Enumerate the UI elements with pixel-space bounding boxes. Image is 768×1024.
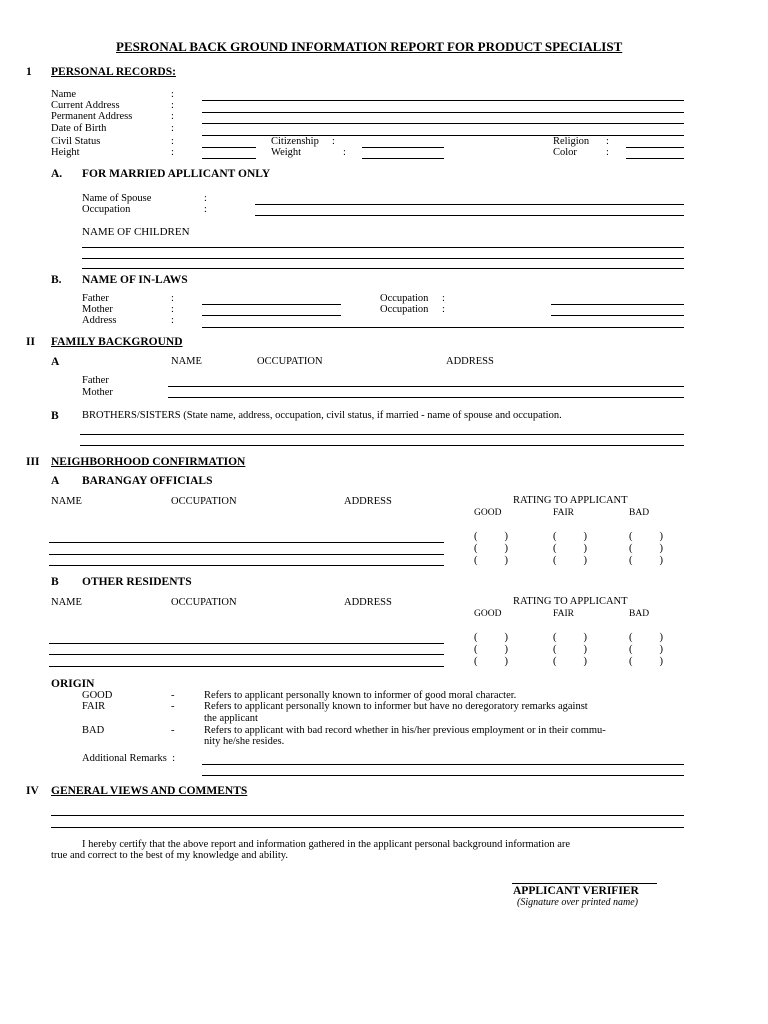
civil-status-field[interactable]: [202, 147, 256, 148]
colon: :: [343, 147, 346, 158]
barangay-row-line[interactable]: [49, 542, 444, 543]
column-header-address: ADDRESS: [446, 356, 494, 367]
checkbox-bad[interactable]: ( ): [629, 555, 663, 566]
colon: :: [171, 100, 174, 111]
rating-header: RATING TO APPLICANT: [513, 495, 628, 506]
dash: -: [171, 701, 175, 712]
residents-row-line[interactable]: [49, 666, 444, 667]
spouse-field[interactable]: [255, 204, 684, 205]
checkbox-good[interactable]: ( ): [474, 555, 508, 566]
column-header-name: NAME: [171, 356, 202, 367]
colon: :: [171, 89, 174, 100]
checkbox-bad[interactable]: ( ): [629, 656, 663, 667]
children-line[interactable]: [82, 258, 684, 259]
colon: :: [171, 293, 174, 304]
origin-good-definition: Refers to applicant personally known to informer of good moral character.: [204, 690, 517, 701]
colon: :: [171, 147, 174, 158]
barangay-row-line[interactable]: [49, 554, 444, 555]
comments-line[interactable]: [51, 827, 684, 828]
label-spouse: Name of Spouse: [82, 193, 152, 204]
subsection-label: B: [51, 410, 59, 422]
label-inlaw-mother-occupation: Occupation: [380, 304, 429, 315]
label-civil-status: Civil Status: [51, 136, 101, 147]
origin-good-label: GOOD: [82, 690, 113, 701]
label-spouse-occupation: Occupation: [82, 204, 131, 215]
section-number: III: [26, 456, 40, 468]
origin-bad-definition: Refers to applicant with bad record whether in his/her previous employment or in their commu-: [204, 725, 606, 736]
subsection-heading-married: FOR MARRIED APLLICANT ONLY: [82, 168, 271, 180]
applicant-verifier-label: APPLICANT VERIFIER: [513, 885, 639, 897]
colon: :: [204, 204, 207, 215]
inlaw-father-occupation-field[interactable]: [551, 304, 684, 305]
colon: :: [442, 304, 445, 315]
column-header-address: ADDRESS: [344, 496, 392, 507]
column-header-address: ADDRESS: [344, 597, 392, 608]
color-field[interactable]: [626, 158, 684, 159]
rating-bad: BAD: [629, 609, 650, 619]
rating-bad: BAD: [629, 508, 650, 518]
label-inlaw-father: Father: [82, 293, 109, 304]
barangay-row-line[interactable]: [49, 565, 444, 566]
weight-field[interactable]: [362, 158, 444, 159]
checkbox-fair[interactable]: ( ): [553, 632, 587, 643]
checkbox-fair[interactable]: ( ): [553, 543, 587, 554]
label-father: Father: [82, 375, 109, 386]
label-height: Height: [51, 147, 80, 158]
colon: :: [442, 293, 445, 304]
colon: :: [332, 136, 335, 147]
colon: :: [171, 315, 174, 326]
section-heading-general-views: GENERAL VIEWS AND COMMENTS: [51, 785, 248, 797]
label-additional-remarks: Additional Remarks :: [82, 753, 176, 764]
label-religion: Religion: [553, 136, 590, 147]
signature-caption: (Signature over printed name): [517, 897, 638, 908]
permanent-address-field[interactable]: [202, 123, 684, 124]
label-inlaw-father-occupation: Occupation: [380, 293, 429, 304]
religion-field[interactable]: [626, 147, 684, 148]
label-weight: Weight: [271, 147, 302, 158]
checkbox-good[interactable]: ( ): [474, 543, 508, 554]
inlaw-father-field[interactable]: [202, 304, 341, 305]
label-inlaw-mother: Mother: [82, 304, 113, 315]
colon: :: [171, 123, 174, 134]
label-mother: Mother: [82, 387, 113, 398]
subsection-label: A: [51, 475, 60, 487]
origin-bad-definition-cont: nity he/she resides.: [204, 736, 285, 747]
signature-line[interactable]: [512, 883, 657, 884]
checkbox-good[interactable]: ( ): [474, 531, 508, 542]
section-heading-family-background: FAMILY BACKGROUND: [51, 336, 183, 348]
column-header-occupation: OCCUPATION: [171, 597, 237, 608]
colon: :: [606, 147, 609, 158]
subsection-heading-in-laws: NAME OF IN-LAWS: [82, 274, 188, 286]
residents-row-line[interactable]: [49, 643, 444, 644]
colon: :: [171, 304, 174, 315]
subsection-heading-barangay: BARANGAY OFFICIALS: [82, 475, 213, 487]
label-current-address: Current Address: [51, 100, 120, 111]
label-color: Color: [553, 147, 577, 158]
label-name: Name: [51, 89, 77, 100]
origin-bad-label: BAD: [82, 725, 105, 736]
colon: :: [606, 136, 609, 147]
label-permanent-address: Permanent Address: [51, 111, 133, 122]
label-dob: Date of Birth: [51, 123, 107, 134]
dash: -: [171, 725, 175, 736]
rating-header: RATING TO APPLICANT: [513, 596, 628, 607]
origin-fair-definition: Refers to applicant personally known to informer but have no deregoratory remarks against: [204, 701, 588, 712]
label-children: NAME OF CHILDREN: [82, 226, 190, 238]
section-heading-personal-records: PERSONAL RECORDS:: [51, 66, 176, 78]
section-number: IV: [26, 785, 39, 797]
column-header-occupation: OCCUPATION: [257, 356, 323, 367]
rating-fair: FAIR: [553, 508, 574, 518]
rating-good: GOOD: [474, 609, 502, 619]
subsection-label: A: [51, 356, 60, 368]
siblings-line[interactable]: [80, 434, 684, 435]
siblings-line[interactable]: [80, 445, 684, 446]
origin-heading: ORIGIN: [51, 678, 95, 690]
checkbox-good[interactable]: ( ): [474, 656, 508, 667]
section-number: II: [26, 336, 35, 348]
checkbox-fair[interactable]: ( ): [553, 531, 587, 542]
column-header-occupation: OCCUPATION: [171, 496, 237, 507]
residents-row-line[interactable]: [49, 654, 444, 655]
certification-text-cont: true and correct to the best of my knowledge and ability.: [51, 850, 288, 861]
current-address-field[interactable]: [202, 112, 684, 113]
certification-text: I hereby certify that the above report and information gathered in the applicant personal background information are: [82, 839, 571, 850]
label-citizenship: Citizenship: [271, 136, 319, 147]
origin-fair-definition-cont: the applicant: [204, 713, 258, 724]
column-header-name: NAME: [51, 496, 82, 507]
checkbox-bad[interactable]: ( ): [629, 543, 663, 554]
children-line[interactable]: [82, 268, 684, 269]
subsection-label: B: [51, 576, 59, 588]
mother-field[interactable]: [168, 397, 684, 398]
colon: :: [171, 111, 174, 122]
citizenship-field[interactable]: [362, 147, 444, 148]
label-siblings: BROTHERS/SISTERS (State name, address, occupation, civil status, if married - name of spouse and occupation.: [82, 410, 562, 421]
remarks-field[interactable]: [202, 775, 684, 776]
checkbox-bad[interactable]: ( ): [629, 531, 663, 542]
checkbox-fair[interactable]: ( ): [553, 555, 587, 566]
inlaw-address-field[interactable]: [202, 327, 684, 328]
origin-fair-label: FAIR: [82, 701, 106, 712]
checkbox-bad[interactable]: ( ): [629, 632, 663, 643]
inlaw-mother-occupation-field[interactable]: [551, 315, 684, 316]
remarks-field[interactable]: [202, 764, 684, 765]
rating-fair: FAIR: [553, 609, 574, 619]
colon: :: [204, 193, 207, 204]
inlaw-mother-field[interactable]: [202, 315, 341, 316]
checkbox-good[interactable]: ( ): [474, 632, 508, 643]
column-header-name: NAME: [51, 597, 82, 608]
subsection-heading-other-residents: OTHER RESIDENTS: [82, 576, 192, 588]
subsection-label: A.: [51, 168, 63, 180]
father-field[interactable]: [168, 386, 684, 387]
comments-line[interactable]: [51, 815, 684, 816]
section-heading-neighborhood: NEIGHBORHOOD CONFIRMATION: [51, 456, 246, 468]
dash: -: [171, 690, 175, 701]
rating-good: GOOD: [474, 508, 502, 518]
spouse-occupation-field[interactable]: [255, 215, 684, 216]
height-field[interactable]: [202, 158, 256, 159]
checkbox-good[interactable]: ( ): [474, 644, 508, 655]
colon: :: [171, 136, 174, 147]
checkbox-fair[interactable]: ( ): [553, 656, 587, 667]
label-inlaw-address: Address: [82, 315, 117, 326]
children-line[interactable]: [82, 247, 684, 248]
name-field[interactable]: [202, 100, 684, 101]
section-number: 1: [26, 66, 32, 78]
subsection-label: B.: [51, 274, 62, 286]
checkbox-bad[interactable]: ( ): [629, 644, 663, 655]
checkbox-fair[interactable]: ( ): [553, 644, 587, 655]
page-title: PESRONAL BACK GROUND INFORMATION REPORT FOR PRODUCT SPECIALIST: [116, 39, 623, 54]
